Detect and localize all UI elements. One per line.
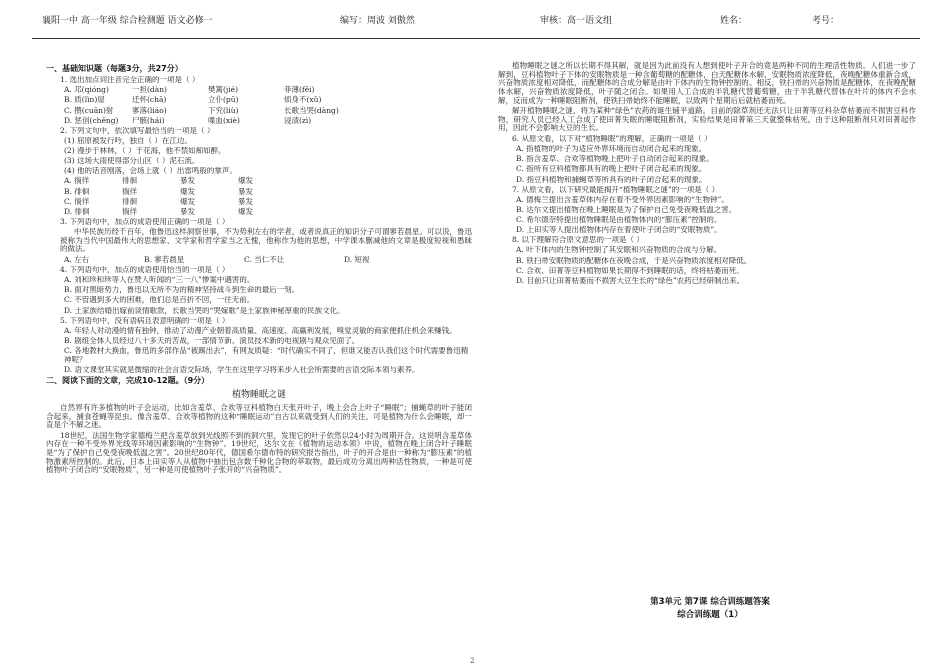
q4-option-a: A. 刘和珍和珍等人在赞人听闻的“三一八”惨案中遇害的。 — [64, 276, 255, 285]
header-school: 襄阳一中 高一年级 综合检测题 语文必修一 — [42, 16, 213, 26]
article-paragraph-1: 自然界有许多植物的叶子会运动，比如含羞草、合欢等豆科植物白天张开叶子，晚上会合上叶子“睡眠”；捕蝇草的叶子能闭合起来，捕食苍蝇等昆虫。像含羞草、合欢等植物的这种“睡眠运动”自古以来就受到人们的关注，可是植物为什么会睡眠，却一直是个不解之迷。 — [46, 402, 472, 430]
article-paragraph-2: 18世纪，法国生物学家德梅兰把含羞草放到光线照不到的洞穴里，发现它的叶子依然以24小时为周期开合。这说明含羞草体内存在一种不受外界光线等环境因素影响的“生物钟”。19世纪，达尔文在《植物的运动本领》中说，植物在晚上闭合叶子睡眠是“为了保护自己免受夜晚低温之害”。20世纪80年代，德国希尔德布特的研究报告指出，叶子的开合是由一种称为“膨压素”的植物激素所控制的。此后，日本上田实等人从植物中抽出包含数千种化合物的萃取物，最后成功分离出两种活性物质，一种是可使植物叶子闭合的“安眠物质”，另一种是可使植物叶子张开的“兴奋物质”。 — [46, 430, 472, 475]
q2-row-b — [64, 188, 472, 197]
q1-d-2: 尸骸(hái) — [132, 115, 165, 125]
q2-c-2: 徘徊 — [122, 196, 137, 206]
q1-row-b — [64, 96, 472, 105]
left-column — [46, 62, 472, 477]
q1-b-2: 迁怀(chā) — [132, 95, 167, 105]
q3-option-d: D. 短视 — [344, 254, 370, 264]
q6-option-d: D. 指豆科植物和捕蝇草等所具有的叶子闭合起来的现象。 — [516, 175, 707, 184]
q1-b-3: 立仆(pū) — [208, 95, 239, 105]
q2-line-1: (1) 屈原被发行吟，独自（ ）在江边。 — [64, 136, 192, 145]
q1-a-2: 一担(dàn) — [132, 85, 167, 95]
q1-c-4: 长歌当哭(dàng) — [284, 105, 339, 115]
header-rule — [32, 38, 920, 39]
q2-d-3: 暴发 — [180, 206, 195, 216]
q5-option-d: D. 语文课堂其实就是微缩的社会言语交际场，学生在这里学习将来步入社会所需要的言语交际本领与素养。 — [64, 365, 420, 374]
q1-d-1: D. 惩创(chěng) — [64, 115, 119, 125]
q4-option-b: B. 面对黑暗势力，鲁迅以无所不为的精神坚持战斗到生命的最后一刻。 — [64, 286, 300, 295]
q4-option-d: D. 土家族结婚出嫁前谈情歌款，长歌当哭的“哭嫁歌”是土家族神秘厚重的民族文化。 — [64, 306, 345, 315]
question-3: 3. 下列语句中，加点的成语使用正确的一项是（ ） — [60, 217, 230, 226]
question-7: 7. 从原文看，以下研究最能揭开“植物睡眠之谜”的一项是（ ） — [512, 185, 720, 194]
q5-option-c: C. 各地教材大换血，鲁迅的多部作品“被踢出去”，有网友质疑：“时代确实不同了，但谁又能否认我们这个时代需要鲁迅精神呢？ — [64, 346, 469, 364]
q1-row-c — [64, 107, 472, 116]
q1-c-3: 下究(liù) — [208, 105, 239, 115]
answer-title: 第3单元 第7课 综合训练题答案 — [650, 597, 770, 607]
q3-passage: 中华民族历经千百年，他鲁迅这样洞察世事，不为势利左右的学者，或者说真正的知识分子可谓寥若晨星。可以说，鲁迅被称为当代中国最伟大的思想家、文学家和哲学家当之无愧，他称作为他的思想，中学课本删减他的文章是极度短视和愚昧的做法。 — [60, 227, 472, 254]
q7-option-d: D. 上田实等人提出植物体内存在着使叶子闭合的“安眠物质”。 — [516, 226, 722, 235]
q7-option-c: C. 希尔德奈特提出植物睡眠是由植物体内的“膨压素”控制的。 — [516, 216, 722, 224]
q6-option-a: A. 指植物的叶子为适应外界环境而自动闭合起来的现象。 — [516, 145, 707, 154]
q8-option-a: A. 叶下体内的生物钟控制了其安眠和兴奋物质的合成与分解。 — [516, 246, 722, 255]
q2-row-d — [64, 208, 472, 217]
q2-a-2: 徘徊 — [122, 176, 137, 186]
header-name-field: 姓名： — [720, 16, 748, 26]
section-2-heading: 二、阅读下面的文章，完成10-12题。（9分） — [46, 376, 210, 386]
q6-option-c: C. 指所有豆科植物都具有的晚上把叶子闭合起来的现象。 — [516, 165, 707, 174]
q2-b-1: B. 徘徊 — [64, 186, 90, 196]
answer-key-heading — [560, 598, 860, 624]
q3-options — [64, 256, 472, 265]
q7-option-a: A. 德梅兰提出含羞草体内存在着不受外界因素影响的“生物钟”。 — [516, 195, 729, 204]
q2-b-2: 徜徉 — [122, 186, 137, 196]
article-paragraph-4: 解开植物睡眠之谜，将为某种“绿色”农药的诞生铺平道路。目前的除草剂还无法只让田菁等豆科杂草枯萎而不损害豆科作物，研究人员已经人工合成了使田菁失眠的睡眠阻断剂，实验结果是田菁第三天就整株枯死。由于这种阻断剂只对田菁起作用，因此不会影响大豆的生长。 — [498, 106, 916, 133]
q2-a-4: 爆发 — [238, 176, 253, 186]
q8-option-d: D. 目前只让田菁枯萎而不损害大豆生长的“绿色”农药已经研制出来。 — [516, 276, 745, 285]
q1-b-1: B. 质(lìn)屋 — [64, 95, 105, 105]
header-exam-no-field: 考号： — [812, 16, 840, 26]
section-1-heading: 一、基础知识题（每题3分，共27分） — [46, 64, 183, 73]
q5-option-b: B. 剧组全体人员经过八十多天的苦战，一部情节新、演员技术新的电视剧与观众见面了。 — [64, 336, 360, 345]
q1-a-1: A. 邛(qióng) — [64, 85, 109, 95]
q2-c-1: C. 徜徉 — [64, 196, 90, 206]
q1-d-4: 浸渍(zì) — [284, 115, 312, 125]
q4-option-c: C. 不管遇到多大的困难，他们总是百折不回，一往无前。 — [64, 296, 255, 305]
q2-c-4: 暴发 — [238, 196, 253, 206]
q1-a-4: 菲薄(fěi) — [284, 85, 315, 95]
q7-option-b: B. 达尔文提出植物在晚上睡眠是为了保护自己免受夜晚低温之害。 — [516, 205, 737, 214]
right-column — [498, 62, 916, 287]
q2-b-4: 暴发 — [238, 186, 253, 196]
q1-row-a — [64, 86, 472, 95]
q2-line-4: (4) 他的话音刚落，会场上就（ ）出雷鸣般的掌声。 — [64, 167, 237, 176]
q1-d-3: 喋血(xiè) — [208, 115, 240, 125]
q2-line-3: (3) 这场大雨使得部分山区（ ）泥石流。 — [64, 157, 200, 166]
q2-c-3: 爆发 — [180, 196, 195, 206]
q8-option-c: C. 合欢、田菁等豆科植物如果长期得不到睡眠的话，终将枯萎而死。 — [516, 266, 744, 275]
q6-option-b: B. 指含羞草、合欢等植物晚上把叶子自动闭合起来的现象。 — [516, 155, 714, 164]
q3-option-b: B. 寥若晨星 — [144, 254, 185, 264]
q8-option-b: B. 铁扫帚安眠物质的配糖体在夜晚合成，于是兴奋物质浓度相对降低。 — [516, 256, 752, 265]
article-title: 植物睡眠之谜 — [231, 389, 286, 400]
page-header — [42, 16, 912, 32]
q2-d-4: 爆发 — [238, 206, 253, 216]
q3-option-a: A. 左右 — [64, 254, 90, 264]
q3-option-c: C. 当仁不让 — [244, 254, 285, 264]
q1-a-3: 樊篱(jié) — [208, 85, 239, 95]
q1-row-d — [64, 117, 472, 126]
header-reviewer: 审核：高一语文组 — [540, 16, 613, 26]
q2-line-2: (2) 漫步于林林，（ ）于花海，他不禁如痴如醉。 — [64, 147, 226, 156]
page-number: 2 — [470, 657, 475, 665]
q2-b-3: 爆发 — [180, 186, 195, 196]
header-editors: 编写：周波 刘傲然 — [340, 16, 415, 26]
article-paragraph-3: 植物睡眠之谜之所以长期不得其解，就是因为此前没有人想到使叶子开合的竟是两种不同的生理活性物质。人们进一步了解到，豆科植物叶子下体的安眠物质是一种含葡萄糖的配糖体，白天配糖体水解，安眠物质浓度降低，夜晚配糖体重新合成，兴奋物质浓度相对降低，而配糖体的合成分解是由叶下体内的生物钟控制的。相反，铁扫帚的兴奋物质是配糖体，在夜晚配糖体水解，兴奋物质浓度降低，叶子随之闭合。如果用人工合成的半乳糖代替葡萄糖，由于半乳糖代替体在叶片的体内不会水解，反而成为一种睡眠阻断剂，使铁扫帚始终不能睡眠，以致两个星期后后就枯萎而死。 — [498, 61, 916, 105]
q2-a-1: A. 徜徉 — [64, 176, 90, 186]
question-1: 1. 选出加点词注音完全正确的一项是（ ） — [60, 76, 200, 85]
q2-row-a — [64, 177, 472, 186]
question-6: 6. 从原文看，以下对“植物睡眠”的理解，正确的一项是（ ） — [512, 135, 712, 143]
q1-c-1: C. 攒(cuān)射 — [64, 105, 114, 115]
q5-option-a: A. 年轻人对动漫的情有独钟，推动了动漫产业朝着高质量、高速度、高赢利发展，嗅觉灵敏的商家便抓住机会来赚钱。 — [64, 325, 457, 335]
answer-subtitle: 综合训练题（1） — [677, 609, 743, 620]
q1-c-2: 寥落(liáo) — [132, 105, 167, 115]
q1-b-4: 烦身不(xǔ) — [284, 95, 322, 105]
q2-a-3: 暴发 — [180, 176, 195, 186]
question-8: 8. 以下理解符合原文意思的一项是（ ） — [512, 236, 644, 245]
q2-d-2: 徜徉 — [122, 206, 137, 216]
q2-row-c — [64, 198, 472, 207]
question-2: 2. 下列文句中，依次填写最恰当的一项是（ ） — [60, 126, 215, 135]
question-5: 5. 下列语句中，没有语病且表意明确的一项是（ ） — [60, 316, 230, 325]
q2-d-1: D. 徘徊 — [64, 206, 90, 216]
question-4: 4. 下列语句中，加点的成语使用恰当的一项是（ ） — [60, 266, 230, 275]
